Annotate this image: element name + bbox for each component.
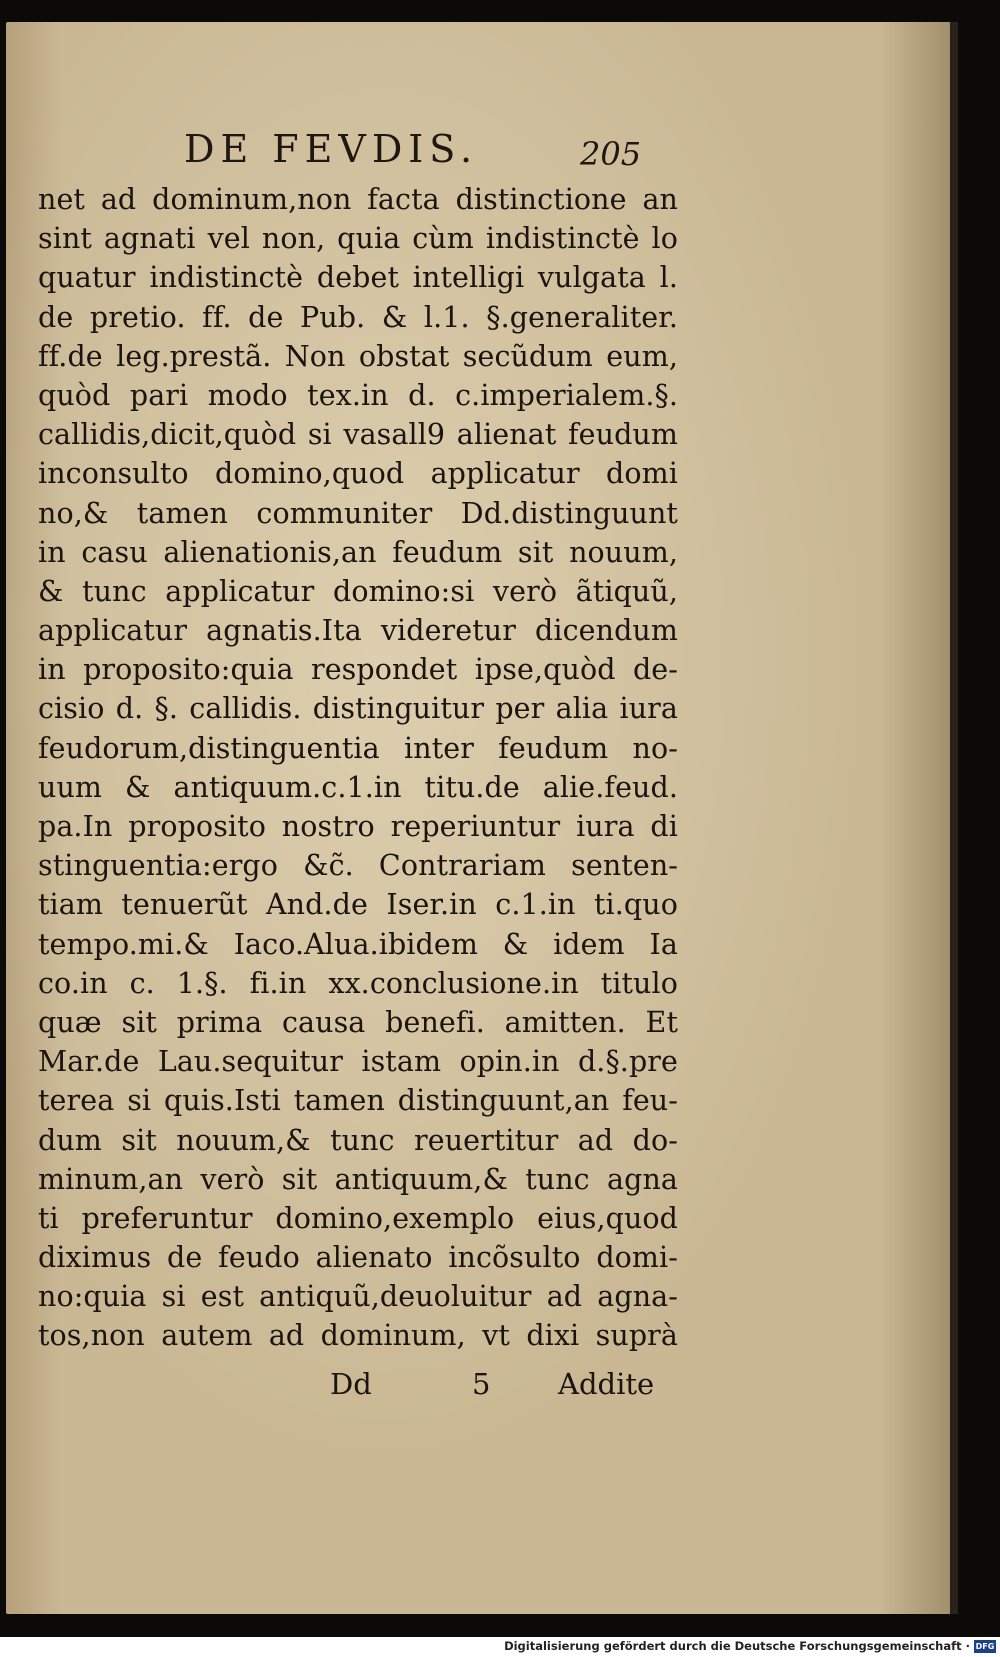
text-line: diximus de feudo alienato incõsulto domi- [38,1241,678,1275]
text-line: tiam tenuerũt And.de Iser.in c.1.in ti.quo [38,888,678,922]
text-line: quatur indistinctè debet intelligi vulgata l. [38,261,678,295]
book-page [6,22,954,1614]
running-title: DE FEVDIS. [184,127,479,171]
text-line: de pretio. ff. de Pub. & l.1. §.generaliter. [38,300,678,334]
text-line: tos,non autem ad dominum, vt dixi suprà [38,1319,678,1353]
text-line: stinguentia:ergo &c̃. Contrariam senten- [38,849,678,883]
signature-number: 5 [472,1367,491,1401]
text-line: co.in c. 1.§. fi.in xx.conclusione.in titulo [38,966,678,1000]
text-line: net ad dominum,non facta distinctione an [38,183,678,216]
text-line: in proposito:quia respondet ipse,quòd de- [38,653,678,687]
dfg-logo: DFG [975,1642,995,1651]
text-line: pa.In proposito nostro reperiuntur iura di [38,810,678,843]
catchword: Addite [558,1367,655,1401]
text-line: quòd pari modo tex.in d. c.imperialem.§. [38,378,678,412]
text-line: no,& tamen communiter Dd.distinguunt [38,496,678,530]
text-line: quæ sit prima causa benefi. amitten. Et [38,1005,678,1039]
text-line: sint agnati vel non, quia cùm indistinctè lo [38,222,678,256]
text-line: uum & antiquum.c.1.in titu.de alie.feud. [38,770,678,804]
text-line: cisio d. §. callidis. distinguitur per alia iura [38,692,678,726]
page-footer [6,1367,954,1407]
text-line: Mar.de Lau.sequitur istam opin.in d.§.pre [38,1045,678,1079]
running-head [6,127,954,175]
text-line: ti preferuntur domino,exemplo eius,quod [38,1201,678,1235]
text-line: applicatur agnatis.Ita videretur dicendum [38,614,678,648]
funding-credit: Digitalisierung gefördert durch die Deutsche Forschungsgemeinschaft · [504,1639,970,1653]
text-line: & tunc applicatur domino:si verò ãtiquũ, [38,574,678,608]
body-text [38,180,678,1356]
text-line: no:quia si est antiquũ,deuoluitur ad agna- [38,1280,678,1314]
text-line: dum sit nouum,& tunc reuertitur ad do- [38,1123,678,1157]
text-line: tempo.mi.& Iaco.Alua.ibidem & idem Ia [38,927,678,961]
signature-mark: Dd [330,1367,372,1401]
page-number: 205 [580,135,642,173]
text-line: ff.de leg.prestã. Non obstat secũdum eum, [38,339,678,373]
text-line: terea si quis.Isti tamen distinguunt,an feu- [38,1084,678,1118]
text-line: minum,an verò sit antiquum,& tunc agna [38,1162,678,1196]
text-line: in casu alienationis,an feudum sit nouum, [38,535,678,569]
text-line: inconsulto domino,quod applicatur domi [38,457,678,491]
text-line: callidis,dicit,quòd si vasall9 alienat feudum [38,418,678,452]
credit-bar [0,1637,1000,1657]
text-line: feudorum,distinguentia inter feudum no- [38,731,678,765]
